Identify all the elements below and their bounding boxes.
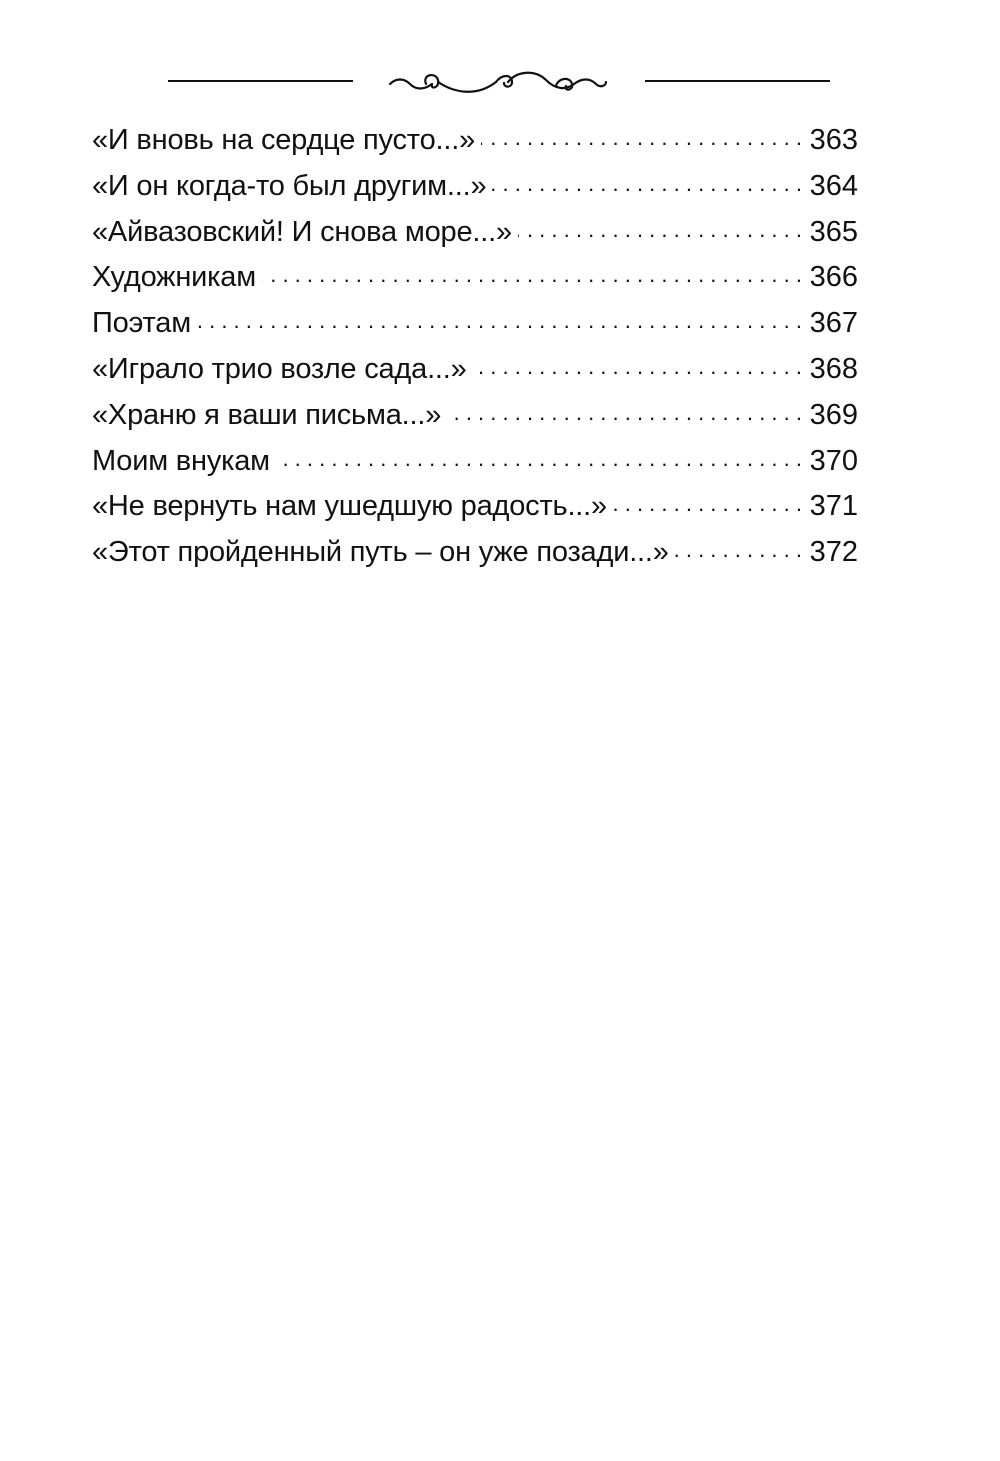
toc-entry-page-number: 364 — [809, 169, 858, 202]
toc-entry[interactable] — [92, 530, 858, 576]
toc-entry[interactable] — [92, 393, 858, 439]
toc-entry-title: Моим внукам — [92, 444, 270, 477]
toc-entry-title: «Играло трио возле сада...» — [92, 352, 467, 385]
toc-entry-title: «И вновь на сердце пусто...» — [92, 124, 475, 156]
table-of-contents — [92, 118, 858, 576]
dot-leader — [473, 348, 802, 378]
header-ornament — [168, 58, 830, 104]
dot-leader — [481, 119, 802, 149]
toc-entry-title: Поэтам — [92, 307, 191, 340]
toc-entry-page-number: 368 — [809, 352, 858, 385]
toc-entry-page-number: 367 — [809, 307, 858, 340]
dot-leader — [675, 531, 802, 561]
toc-entry-page-number: 369 — [809, 398, 858, 431]
dot-leader — [276, 440, 802, 470]
left-rule — [168, 80, 353, 82]
toc-entry[interactable] — [92, 439, 858, 485]
toc-entry-page-number: 366 — [809, 261, 858, 294]
toc-entry-title: «Айвазовский! И снова море...» — [92, 215, 512, 248]
dot-leader — [492, 165, 802, 195]
right-rule — [645, 80, 830, 82]
toc-entry-page-number: 370 — [809, 444, 858, 477]
toc-entry-page-number: 365 — [809, 215, 858, 248]
toc-entry-title: «Храню я ваши письма...» — [92, 398, 442, 431]
dot-leader — [262, 256, 802, 286]
toc-entry-page-number: 363 — [809, 124, 858, 156]
toc-entry-title: «Не вернуть нам ушедшую радость...» — [92, 490, 607, 523]
toc-entry[interactable] — [92, 164, 858, 210]
toc-entry-page-number: 371 — [809, 490, 858, 523]
dot-leader — [447, 394, 802, 424]
toc-entry[interactable] — [92, 301, 858, 347]
toc-entry[interactable] — [92, 484, 858, 530]
toc-entry-title: «И он когда-то был другим...» — [92, 169, 487, 202]
dot-leader — [613, 485, 802, 515]
toc-entry[interactable] — [92, 347, 858, 393]
toc-entry[interactable] — [92, 118, 858, 164]
dot-leader — [518, 211, 802, 241]
toc-entry[interactable] — [92, 210, 858, 256]
toc-entry-title: Художникам — [92, 261, 256, 294]
toc-entry[interactable] — [92, 255, 858, 301]
flourish-ornament-icon — [386, 60, 610, 102]
toc-entry-title: «Этот пройденный путь – он уже позади...» — [92, 536, 669, 569]
toc-entry-page-number: 372 — [809, 536, 858, 569]
dot-leader — [197, 302, 802, 332]
